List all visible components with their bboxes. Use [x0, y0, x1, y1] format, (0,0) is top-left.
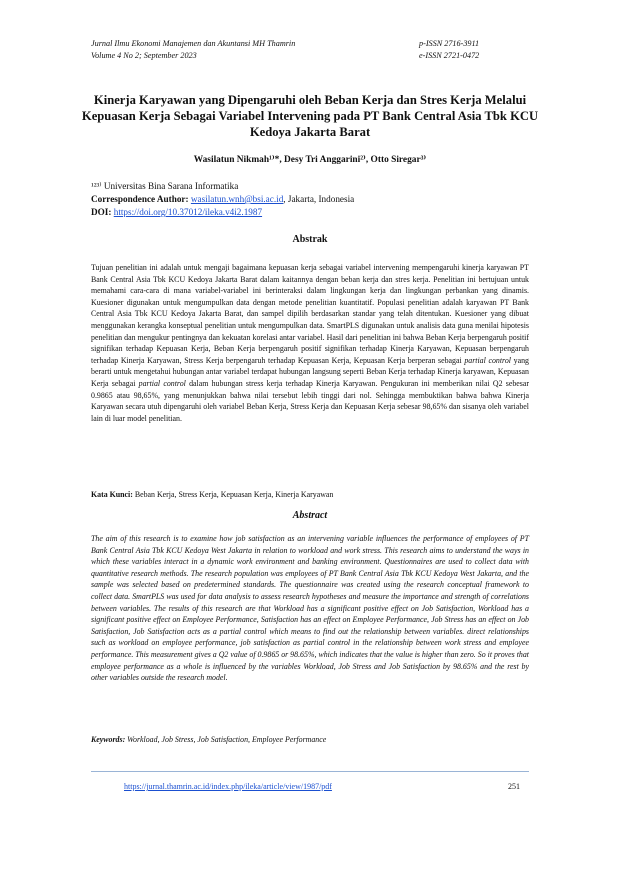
doi-link[interactable]: https://doi.org/10.37012/ileka.v4i2.1987 [113, 207, 263, 217]
abstrak-text-3: dalam hubungan stress kerja terhadap Kinerja Karyawan. Pengukuran ini memberikan nilai Q2 sebesar 0.9865 atau 98,65%, yang menunjukkan bahwa nilai tersebut lebih tinggi dari nol. Sehingga membuktikan bahwa bahwa Kinerja Karyawan secara utuh dipengaruhi oleh variabel Beban Kerja, Stress Kerja dan Kepuasan Kerja sebesar 98,65% dan sisanya oleh variabel lain di luar model penelitian. [91, 378, 529, 423]
kata-kunci-values: Beban Kerja, Stress Kerja, Kepuasan Kerja, Kinerja Karyawan [132, 490, 334, 499]
keywords-line [91, 734, 529, 746]
abstrak-body [91, 262, 529, 424]
paper-title: Kinerja Karyawan yang Dipengaruhi oleh Beban Kerja dan Stres Kerja Melalui Kepuasan Kerja Sebagai Variabel Intervening pada PT Bank Central Asia Tbk KCU Kedoya Jakarta Barat [81, 93, 539, 139]
correspondence-line [91, 193, 529, 206]
abstract-body: The aim of this research is to examine how job satisfaction as an intervening variable influences the performance of employees of PT Bank Central Asia Tbk KCU Kedoya West Jakarta in relation to workload and work stress. This research aims to understand the ways in which these variables interact in a dynamic work environment and banking environment. Questionnaires are used to collect data with quantitative research methods. The research population was employees of PT Bank Central Asia Tbk KCU Kedoya West Jakarta, and the sample was selected based on predetermined standards. The questionnaire was created using the research conceptual framework to collect data. SmartPLS was used for data analysis to assess research hypotheses and measure the importance and strength of correlations between variables. The results of this research are that Workload has a significant positive effect on Job Satisfaction, Workload has a significant positive effect on Employee Performance, Satisfaction has an effect on Employee Performance, Job Stress has an effect on Job Satisfaction, Job Satisfaction acts as a partial control which means to find out the relationship between variables. direct relationships such as workload on employee performance, job satisfaction as partial control in the relationship between work stress and employee performance. This measurement gives a Q2 value of 0.9865 or 98.65%, which indicates that the value is higher than zero. So it proves that employee performance as a whole is influenced by the variables Workload, Job Stress and Job Satisfaction by 98.65% and the rest by other variables outside the research model. [91, 534, 529, 683]
page-number: 251 [508, 782, 520, 791]
doi-label: DOI: [91, 207, 112, 217]
volume-info: Volume 4 No 2; September 2023 [91, 51, 197, 60]
footer-divider [91, 771, 529, 772]
journal-name: Jurnal Ilmu Ekonomi Manajemen dan Akuntansi MH Thamrin [91, 39, 296, 48]
article-url-link[interactable]: https://jurnal.thamrin.ac.id/index.php/ileka/article/view/1987/pdf [124, 782, 332, 791]
affiliation-line: ¹²³⁾ Universitas Bina Sarana Informatika [91, 181, 239, 191]
doi-line [91, 206, 529, 219]
abstrak-text-2: yang berarti untuk mengetahui hubungan antar variabel terdapat hubungan langsung seperti Beban Kerja terhadap Kinerja karyawan, Kepuasan Kerja sebagai [91, 355, 529, 388]
keywords-label: Keywords: [91, 735, 126, 744]
p-issn: p-ISSN 2716-3911 [419, 39, 480, 48]
e-issn: e-ISSN 2721-0472 [419, 51, 480, 60]
correspondence-place: , Jakarta, Indonesia [283, 194, 355, 204]
correspondence-label: Correspondence Author: [91, 194, 189, 204]
author-list: Wasilatun Nikmah¹⁾*, Desy Tri Anggarini²⁾, Otto Siregar³⁾ [193, 155, 427, 165]
abstrak-heading: Abstrak [292, 234, 328, 245]
journal-header [91, 38, 529, 62]
page-footer [124, 782, 520, 791]
abstrak-text-1: Tujuan penelitian ini adalah untuk mengaji bagaimana kepuasan kerja sebagai variabel intervening mempengaruhi kinerja karyawan PT Bank Central Asia Tbk KCU Kedoya Jakarta Barat dalam kaitannya dengan beban kerja dan stres kerja. Penelitian ini bertujuan untuk memahami cara-cara di mana variabel-variabel ini berinteraksi dalam lingkungan kerja dan lingkungan perbankan yang dinamis. Kuesioner digunakan untuk mengumpulkan data dengan metode penelitian kuantitatif. Populasi penelitian adalah karyawan PT Bank Central Asia Tbk KCU Kedoya Jakarta Barat, dan sampel dipilih berdasarkan standar yang telah ditentukan. Kuesioner yang dibuat menggunakan kerangka konseptual penelitian untuk mengumpulkan data. SmartPLS digunakan untuk analisis data guna menilai hipotesis penelitian dan mengukur pentingnya dan kekuatan korelasi antar variabel. Hasil dari penelitian ini bahwa Beban Kerja berpengaruh positif signifikan terhadap Kepuasan Kerja, Beban Kerja berpengaruh positif signifikan terhadap Kinerja Karyawan, Kepuasan berpengaruh terhadap Kinerja Karyawan, Stress Kerja berpengaruh terhadap Kepuasan Kerja, Kepuasan Kerja berperan sebagai [91, 263, 529, 365]
abstract-heading: Abstract [292, 510, 328, 521]
kata-kunci-label: Kata Kunci: [91, 490, 133, 499]
abstrak-italic-1: partial control [464, 355, 511, 365]
author-email-link[interactable]: wasilatun.wnh@bsi.ac.id [190, 194, 284, 204]
affiliation-block [91, 180, 529, 219]
kata-kunci-line [91, 489, 529, 501]
abstrak-italic-2: partial control [138, 378, 186, 388]
keywords-values: Workload, Job Stress, Job Satisfaction, Employee Performance [125, 735, 327, 744]
